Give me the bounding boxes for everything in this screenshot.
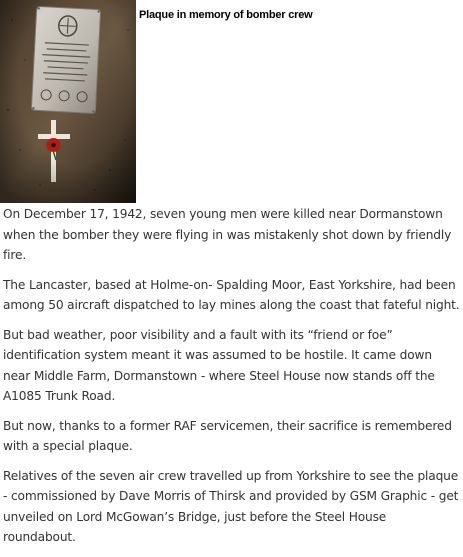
plaque-photo-graphic bbox=[0, 0, 136, 203]
paragraph: Relatives of the seven air crew travelled up from Yorkshire to see the plaque - commissioned by Dave Morris of Thirsk and provided by GSM Graphic - get unveiled on Lord McGowan’s Bridge, just before the Steel House roundabout. bbox=[3, 468, 459, 544]
figure-caption: Plaque in memory of bomber crew bbox=[139, 9, 313, 21]
paragraph: The Lancaster, based at Holme-on- Spalding Moor, East Yorkshire, had been among 50 aircraft dispatched to lay mines along the coast that fateful night. bbox=[3, 277, 460, 312]
paragraph: On December 17, 1942, seven young men were killed near Dormanstown when the bomber they were flying in was mistakenly shot down by friendly fire. bbox=[3, 207, 452, 262]
article-body bbox=[3, 204, 461, 557]
paragraph: But bad weather, poor visibility and a fault with its “friend or foe” identification system meant it was assumed to be hostile. It came down near Middle Farm, Dormanstown - where Steel House now stands off the A1085 Trunk Road. bbox=[3, 327, 435, 403]
plaque-photo bbox=[0, 0, 136, 203]
paragraph: But now, thanks to a former RAF servicemen, their sacrifice is remembered with a special plaque. bbox=[3, 418, 452, 453]
